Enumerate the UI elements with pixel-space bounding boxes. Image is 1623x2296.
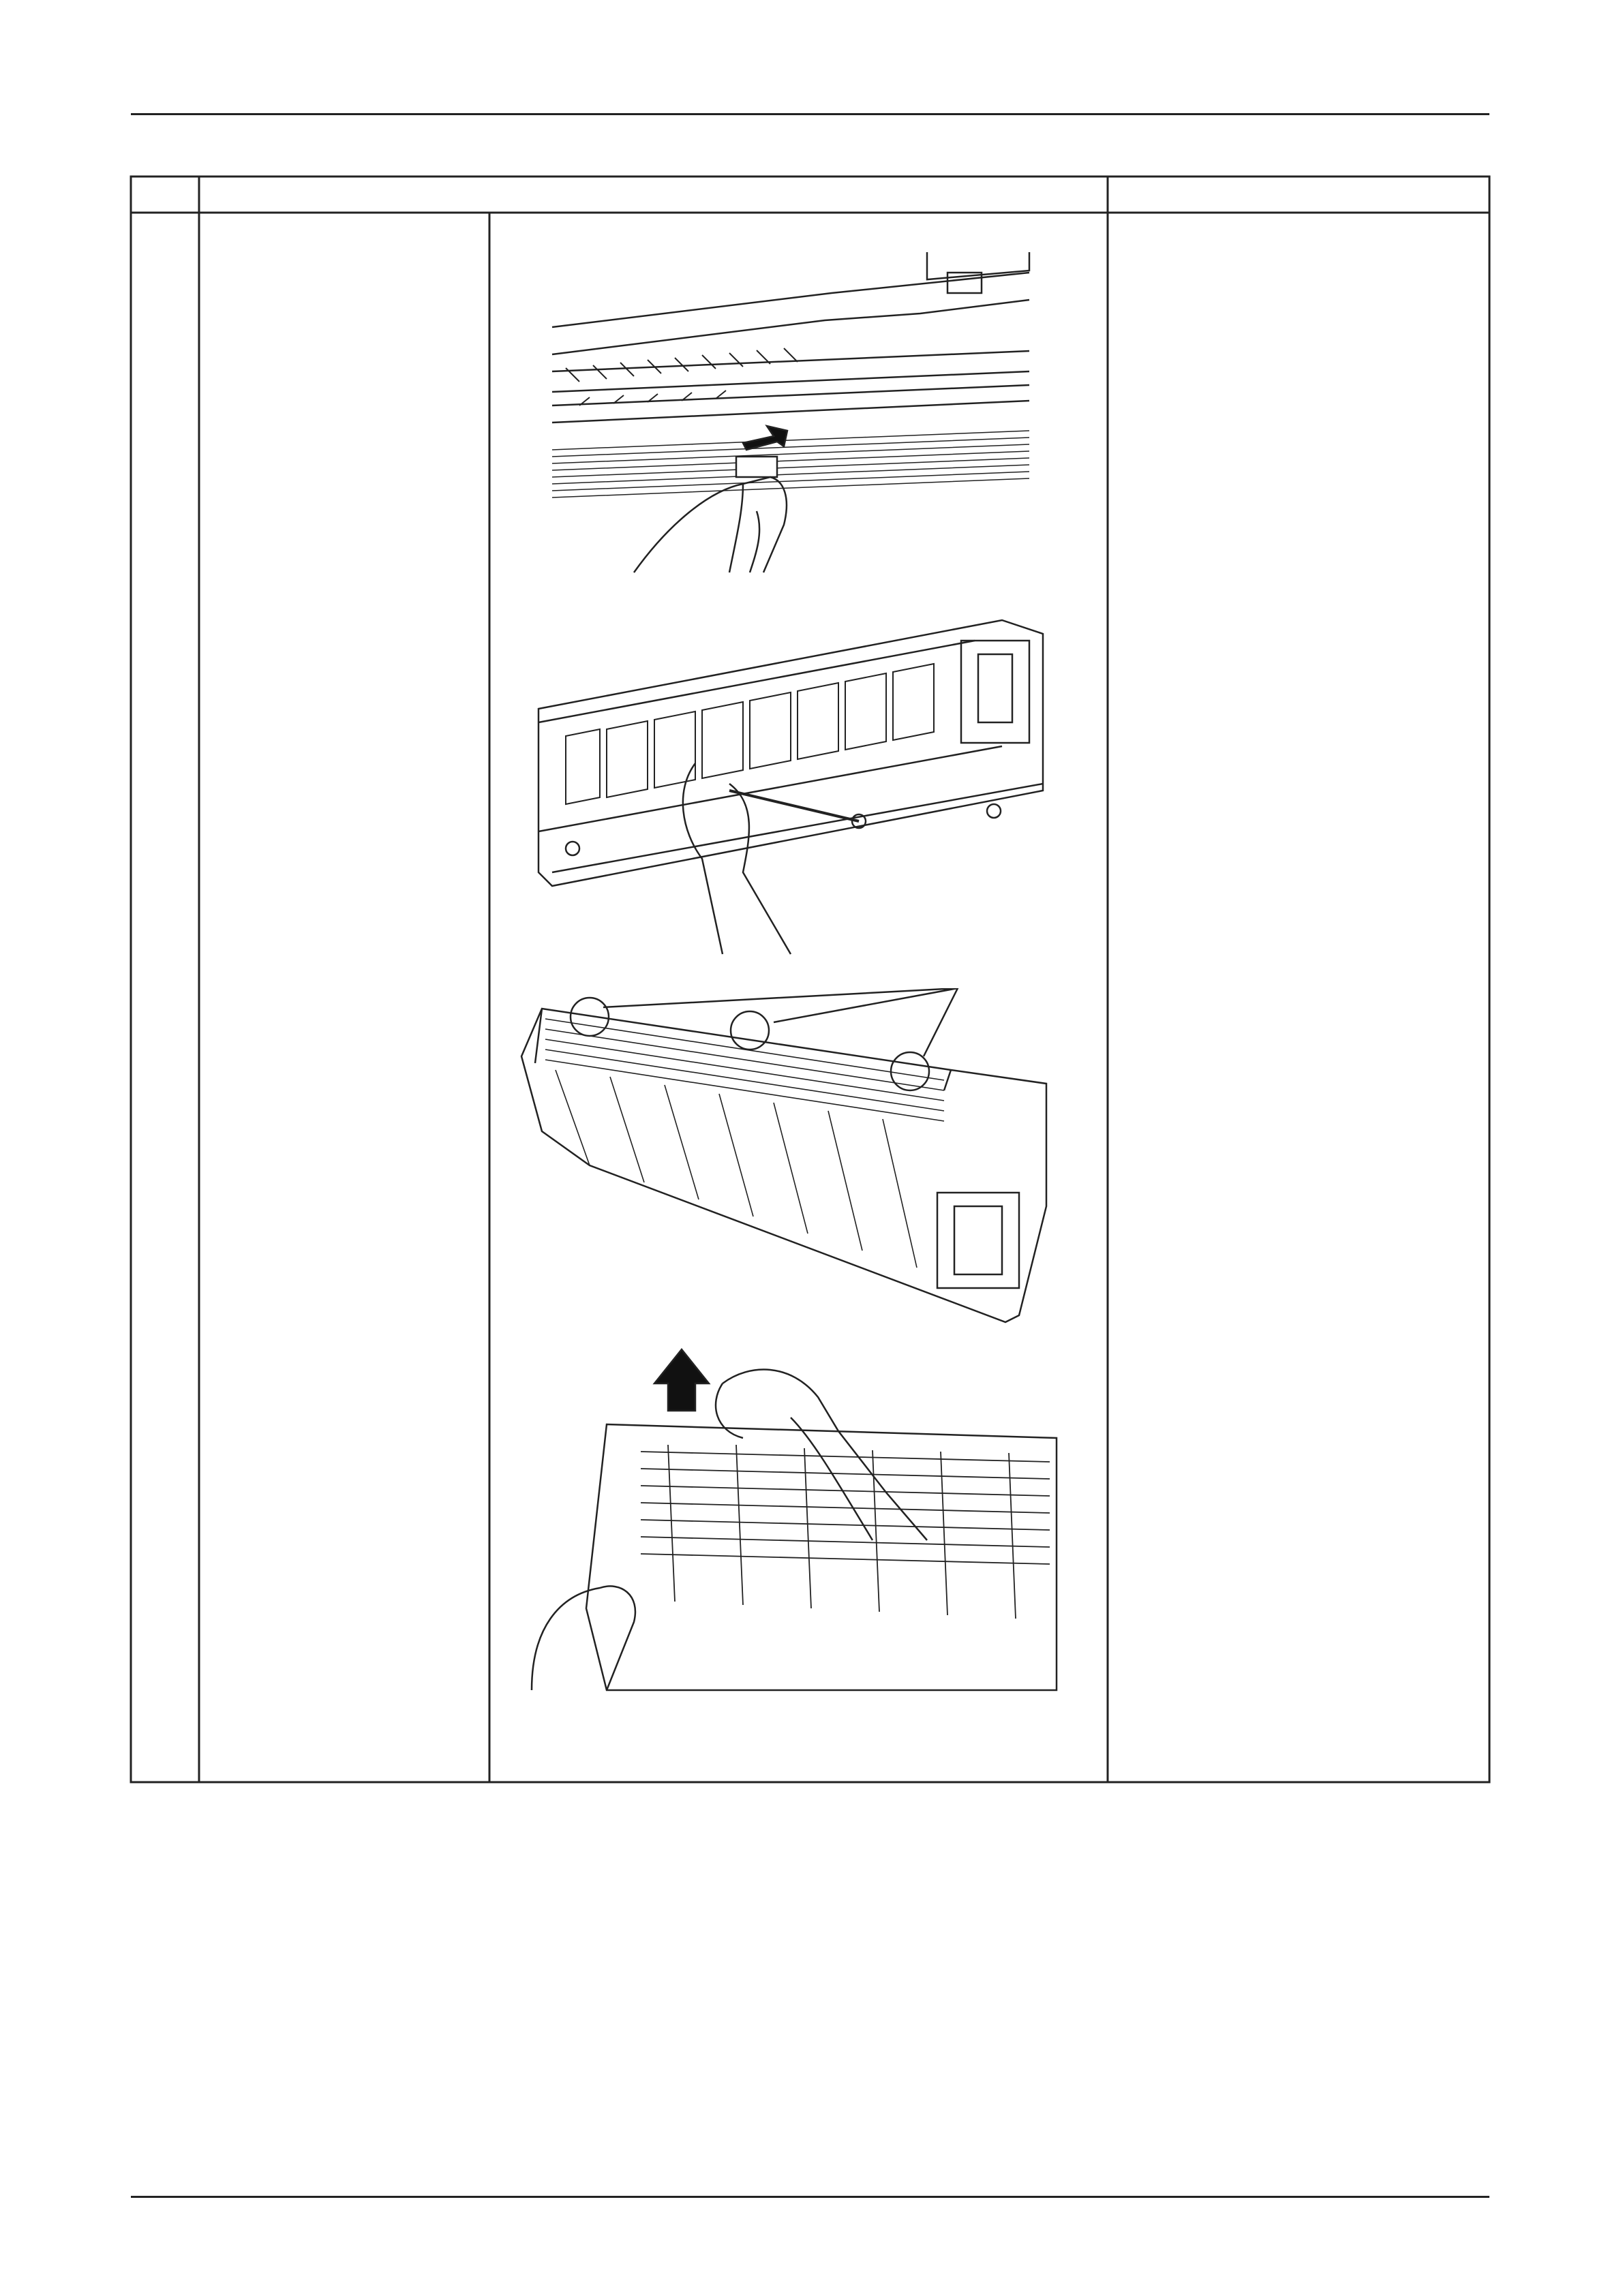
front-grille-hooks-figure bbox=[515, 988, 1074, 1343]
remove-screw-cap-figure bbox=[539, 252, 1057, 593]
lift-front-grille-figure bbox=[518, 1336, 1063, 1704]
remove-screws-figure bbox=[525, 613, 1057, 968]
